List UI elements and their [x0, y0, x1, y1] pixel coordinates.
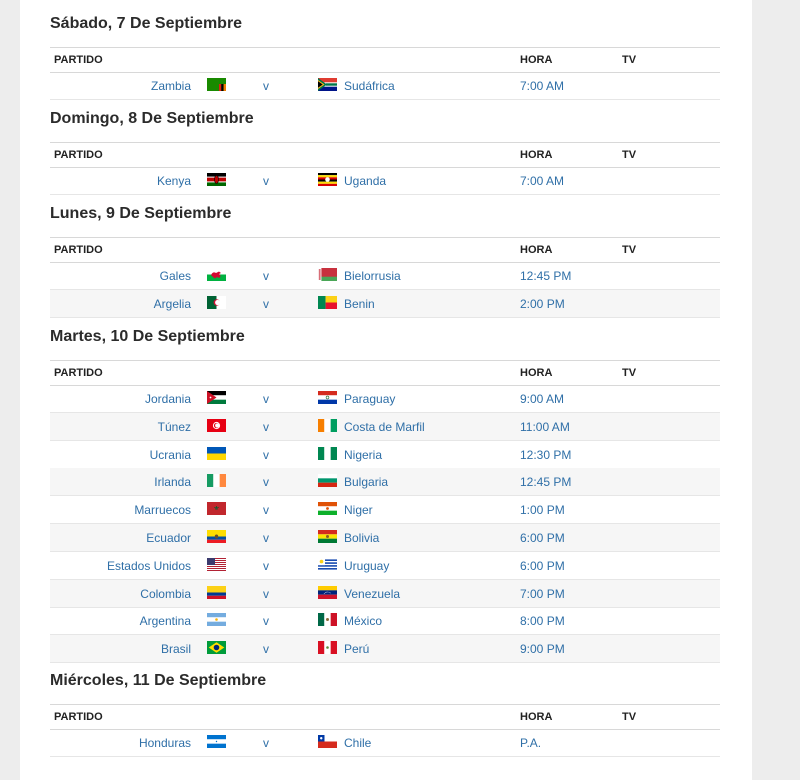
- match-row[interactable]: [50, 413, 720, 441]
- table-header: [50, 360, 720, 386]
- table-header: [50, 142, 720, 168]
- morocco-flag-icon: [207, 502, 226, 515]
- match-row[interactable]: [50, 635, 720, 663]
- jordan-flag-icon: [207, 391, 226, 404]
- home-team-link[interactable]: Irlanda: [154, 475, 191, 490]
- match-time: 7:00 AM: [520, 174, 565, 188]
- versus-label: v: [263, 736, 269, 750]
- brazil-flag-icon: [207, 641, 226, 654]
- match-time: 7:00 PM: [520, 586, 565, 601]
- column-header-hora: HORA: [520, 367, 553, 379]
- match-row[interactable]: [50, 290, 720, 318]
- peru-flag-icon: [318, 641, 337, 654]
- away-team-link[interactable]: Bulgaria: [344, 475, 389, 490]
- column-header-hora: HORA: [520, 244, 553, 256]
- colombia-flag-icon: [207, 586, 226, 599]
- versus-label: v: [263, 392, 269, 406]
- column-header-tv: TV: [622, 149, 637, 161]
- ivory-coast-flag-icon: [318, 419, 337, 432]
- home-team-link[interactable]: Colombia: [140, 586, 191, 601]
- versus-label: v: [263, 531, 269, 545]
- uganda-flag-icon: [318, 173, 337, 186]
- honduras-flag-icon: [207, 735, 226, 748]
- belarus-flag-icon: [318, 268, 337, 281]
- venezuela-flag-icon: [318, 586, 337, 599]
- away-team-link[interactable]: Venezuela: [344, 586, 401, 601]
- versus-label: v: [263, 558, 269, 573]
- tunisia-flag-icon: [207, 419, 226, 432]
- away-team-link[interactable]: Benin: [344, 296, 375, 311]
- away-team-link[interactable]: Chile: [344, 736, 372, 750]
- home-team-link[interactable]: Marruecos: [134, 503, 191, 518]
- match-row[interactable]: [50, 552, 720, 580]
- argentina-flag-icon: [207, 613, 226, 626]
- versus-label: v: [263, 269, 269, 283]
- home-team-link[interactable]: Ecuador: [146, 531, 191, 545]
- away-team-link[interactable]: Uruguay: [344, 558, 390, 573]
- away-team-link[interactable]: Bolivia: [344, 531, 380, 545]
- column-header-partido: PARTIDO: [54, 367, 103, 379]
- kenya-flag-icon: [207, 173, 226, 186]
- away-team-link[interactable]: Nigeria: [344, 447, 383, 462]
- away-team-link[interactable]: Uganda: [344, 174, 387, 188]
- chile-flag-icon: [318, 735, 337, 748]
- home-team-link[interactable]: Zambia: [150, 79, 191, 93]
- away-team-link[interactable]: Bielorrusia: [344, 269, 401, 283]
- versus-label: v: [263, 475, 269, 490]
- match-row[interactable]: [50, 72, 720, 100]
- match-time: 9:00 AM: [520, 392, 565, 406]
- column-header-tv: TV: [622, 711, 637, 723]
- table-header: [50, 47, 720, 73]
- ireland-flag-icon: [207, 474, 226, 487]
- match-row[interactable]: [50, 524, 720, 552]
- bulgaria-flag-icon: [318, 474, 337, 487]
- home-team-link[interactable]: Argelia: [153, 296, 191, 311]
- column-header-tv: TV: [622, 244, 637, 256]
- match-row[interactable]: [50, 496, 720, 524]
- away-team-link[interactable]: Sudáfrica: [344, 79, 395, 93]
- paraguay-flag-icon: [318, 391, 337, 404]
- versus-label: v: [263, 79, 269, 93]
- match-row[interactable]: [50, 468, 720, 496]
- column-header-partido: PARTIDO: [54, 711, 103, 723]
- column-header-partido: PARTIDO: [54, 149, 103, 161]
- versus-label: v: [263, 642, 269, 657]
- usa-flag-icon: [207, 558, 226, 571]
- column-header-tv: TV: [622, 54, 637, 66]
- nigeria-flag-icon: [318, 447, 337, 460]
- match-time: P.A.: [520, 736, 542, 750]
- wales-flag-icon: [207, 268, 226, 281]
- versus-label: v: [263, 503, 269, 518]
- schedule-card: [20, 0, 752, 780]
- bolivia-flag-icon: [318, 530, 337, 543]
- match-time: 1:00 PM: [520, 503, 565, 518]
- versus-label: v: [263, 296, 269, 311]
- match-row[interactable]: [50, 385, 720, 413]
- column-header-hora: HORA: [520, 711, 553, 723]
- match-time: 12:30 PM: [520, 447, 572, 462]
- versus-label: v: [263, 614, 269, 629]
- uruguay-flag-icon: [318, 558, 337, 571]
- match-row[interactable]: [50, 580, 720, 608]
- home-team-link[interactable]: Estados Unidos: [106, 558, 191, 573]
- home-team-link[interactable]: Argentina: [139, 614, 191, 629]
- south-africa-flag-icon: [318, 78, 337, 91]
- versus-label: v: [263, 586, 269, 601]
- match-row[interactable]: [50, 729, 720, 757]
- home-team-link[interactable]: Brasil: [160, 642, 191, 657]
- day-title: Lunes, 9 De Septiembre: [50, 205, 232, 222]
- column-header-hora: HORA: [520, 54, 553, 66]
- mexico-flag-icon: [318, 613, 337, 626]
- column-header-partido: PARTIDO: [54, 244, 103, 256]
- away-team-link[interactable]: Costa de Marfil: [344, 419, 425, 434]
- home-team-link[interactable]: Kenya: [156, 174, 191, 188]
- zambia-flag-icon: [207, 78, 226, 91]
- day-title: Sábado, 7 De Septiembre: [50, 15, 243, 32]
- match-time: 9:00 PM: [520, 642, 565, 657]
- home-team-link[interactable]: Ucrania: [149, 447, 191, 462]
- home-team-link[interactable]: Túnez: [157, 419, 191, 434]
- match-row[interactable]: [50, 262, 720, 290]
- column-header-partido: PARTIDO: [54, 54, 103, 66]
- match-time: 12:45 PM: [520, 475, 572, 490]
- ecuador-flag-icon: [207, 530, 226, 543]
- match-time: 8:00 PM: [520, 614, 565, 629]
- match-row[interactable]: [50, 441, 720, 469]
- home-team-link[interactable]: Gales: [159, 269, 191, 283]
- home-team-link[interactable]: Jordania: [144, 392, 191, 406]
- versus-label: v: [263, 447, 269, 462]
- day-title: Martes, 10 De Septiembre: [50, 328, 245, 345]
- niger-flag-icon: [318, 502, 337, 515]
- ukraine-flag-icon: [207, 447, 226, 460]
- benin-flag-icon: [318, 296, 337, 309]
- column-header-hora: HORA: [520, 149, 553, 161]
- match-row[interactable]: [50, 607, 720, 635]
- away-team-link[interactable]: Niger: [344, 503, 373, 518]
- match-row[interactable]: [50, 167, 720, 195]
- away-team-link[interactable]: Perú: [344, 642, 370, 657]
- match-time: 12:45 PM: [520, 269, 572, 283]
- table-header: [50, 237, 720, 263]
- versus-label: v: [263, 419, 269, 434]
- table-header: [50, 704, 720, 730]
- match-time: 11:00 AM: [520, 419, 570, 434]
- home-team-link[interactable]: Honduras: [138, 736, 191, 750]
- day-title: Miércoles, 11 De Septiembre: [50, 672, 267, 689]
- day-title: Domingo, 8 De Septiembre: [50, 110, 254, 127]
- match-time: 2:00 PM: [520, 296, 565, 311]
- match-time: 6:00 PM: [520, 558, 565, 573]
- match-time: 6:00 PM: [520, 531, 565, 545]
- column-header-tv: TV: [622, 367, 637, 379]
- algeria-flag-icon: [207, 296, 226, 309]
- versus-label: v: [263, 174, 269, 188]
- away-team-link[interactable]: Paraguay: [344, 392, 396, 406]
- away-team-link[interactable]: México: [344, 614, 383, 629]
- match-time: 7:00 AM: [520, 79, 565, 93]
